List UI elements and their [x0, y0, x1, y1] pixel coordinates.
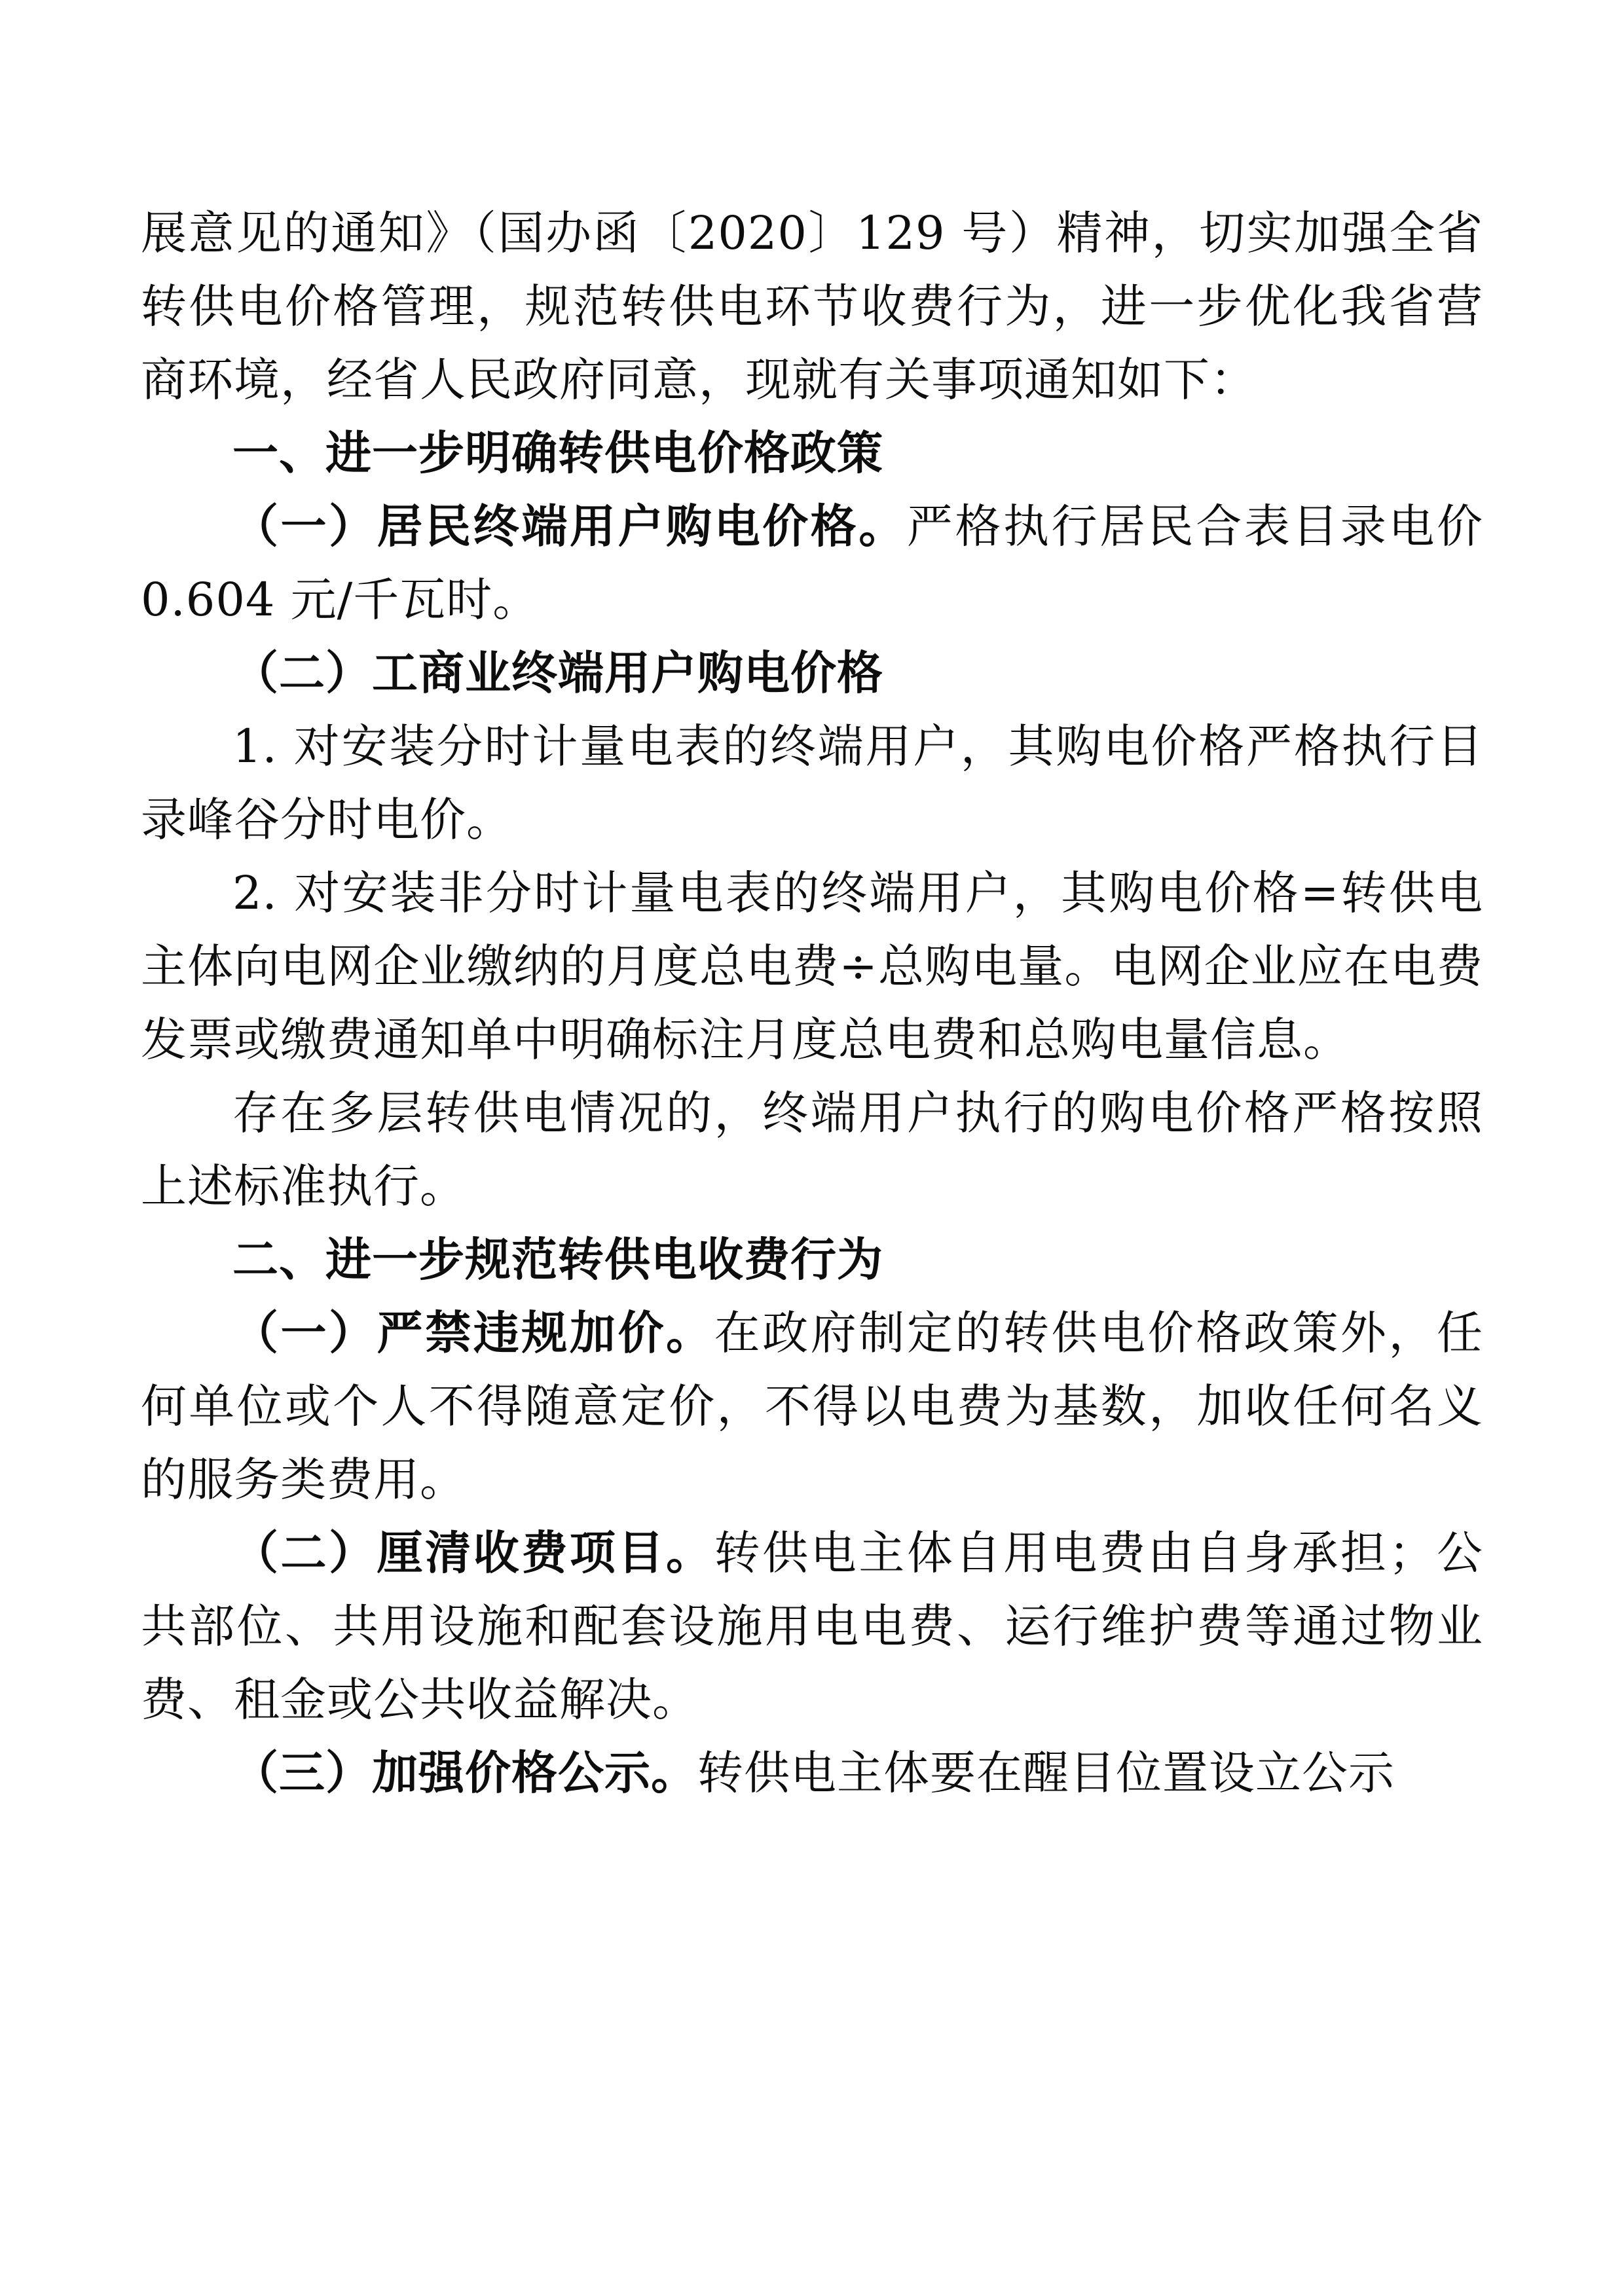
paragraph-2-1-lead: （一）严禁违规加价。 [232, 1305, 714, 1360]
paragraph-2-1 [141, 1296, 1483, 1516]
paragraph-2-3-text: 转供电主体要在醒目位置设立公示 [697, 1746, 1395, 1800]
paragraph-2-1-text: 在政府制定的转供电价格政策外，任何单位或个人不得随意定价，不得以电费为基数，加收任何名义的服务类费用。 [141, 1306, 1484, 1506]
heading-section-one: 一、进一步明确转供电价格政策 [232, 426, 883, 480]
paragraph-continuation: 展意见的通知》（国办函〔2020〕129 号）精神，切实加强全省转供电价格管理，规范转供电环节收费行为，进一步优化我省营商环境，经省人民政府同意，现就有关事项通知如下： [141, 206, 1483, 407]
heading-section-two: 二、进一步规范转供电收费行为 [232, 1232, 883, 1286]
paragraph-2-2-text: 转供电主体自用电费由自身承担；公共部位、共用设施和配套设施用电电费、运行维护费等通过物业费、租金或公共收益解决。 [141, 1526, 1484, 1726]
paragraph-2-2 [141, 1516, 1483, 1736]
paragraph-2-3 [141, 1736, 1483, 1810]
paragraph-1-1-text: 严格执行居民合表目录电价 0.604 元/千瓦时。 [141, 500, 1484, 627]
paragraph-1-1 [141, 490, 1483, 636]
paragraph-1-3: 存在多层转供电情况的，终端用户执行的购电价格严格按照上述标准执行。 [141, 1086, 1483, 1213]
paragraph-2-2-lead: （二）厘清收费项目。 [232, 1525, 714, 1580]
paragraph-1-2-2: 2. 对安装非分时计量电表的终端用户，其购电价格=转供电主体向电网企业缴纳的月度总电费÷总购电量。电网企业应在电费发票或缴费通知单中明确标注月度总电费和总购电量信息。 [141, 866, 1483, 1066]
heading-1-2: （二）工商业终端用户购电价格 [232, 646, 883, 700]
paragraph-1-1-lead: （一）居民终端用户购电价格。 [232, 499, 907, 553]
document-body [141, 196, 1483, 1810]
paragraph-1-2-1: 1. 对安装分时计量电表的终端用户，其购电价格严格执行目录峰谷分时电价。 [141, 720, 1483, 847]
paragraph-2-3-lead: （三）加强价格公示。 [232, 1745, 697, 1800]
